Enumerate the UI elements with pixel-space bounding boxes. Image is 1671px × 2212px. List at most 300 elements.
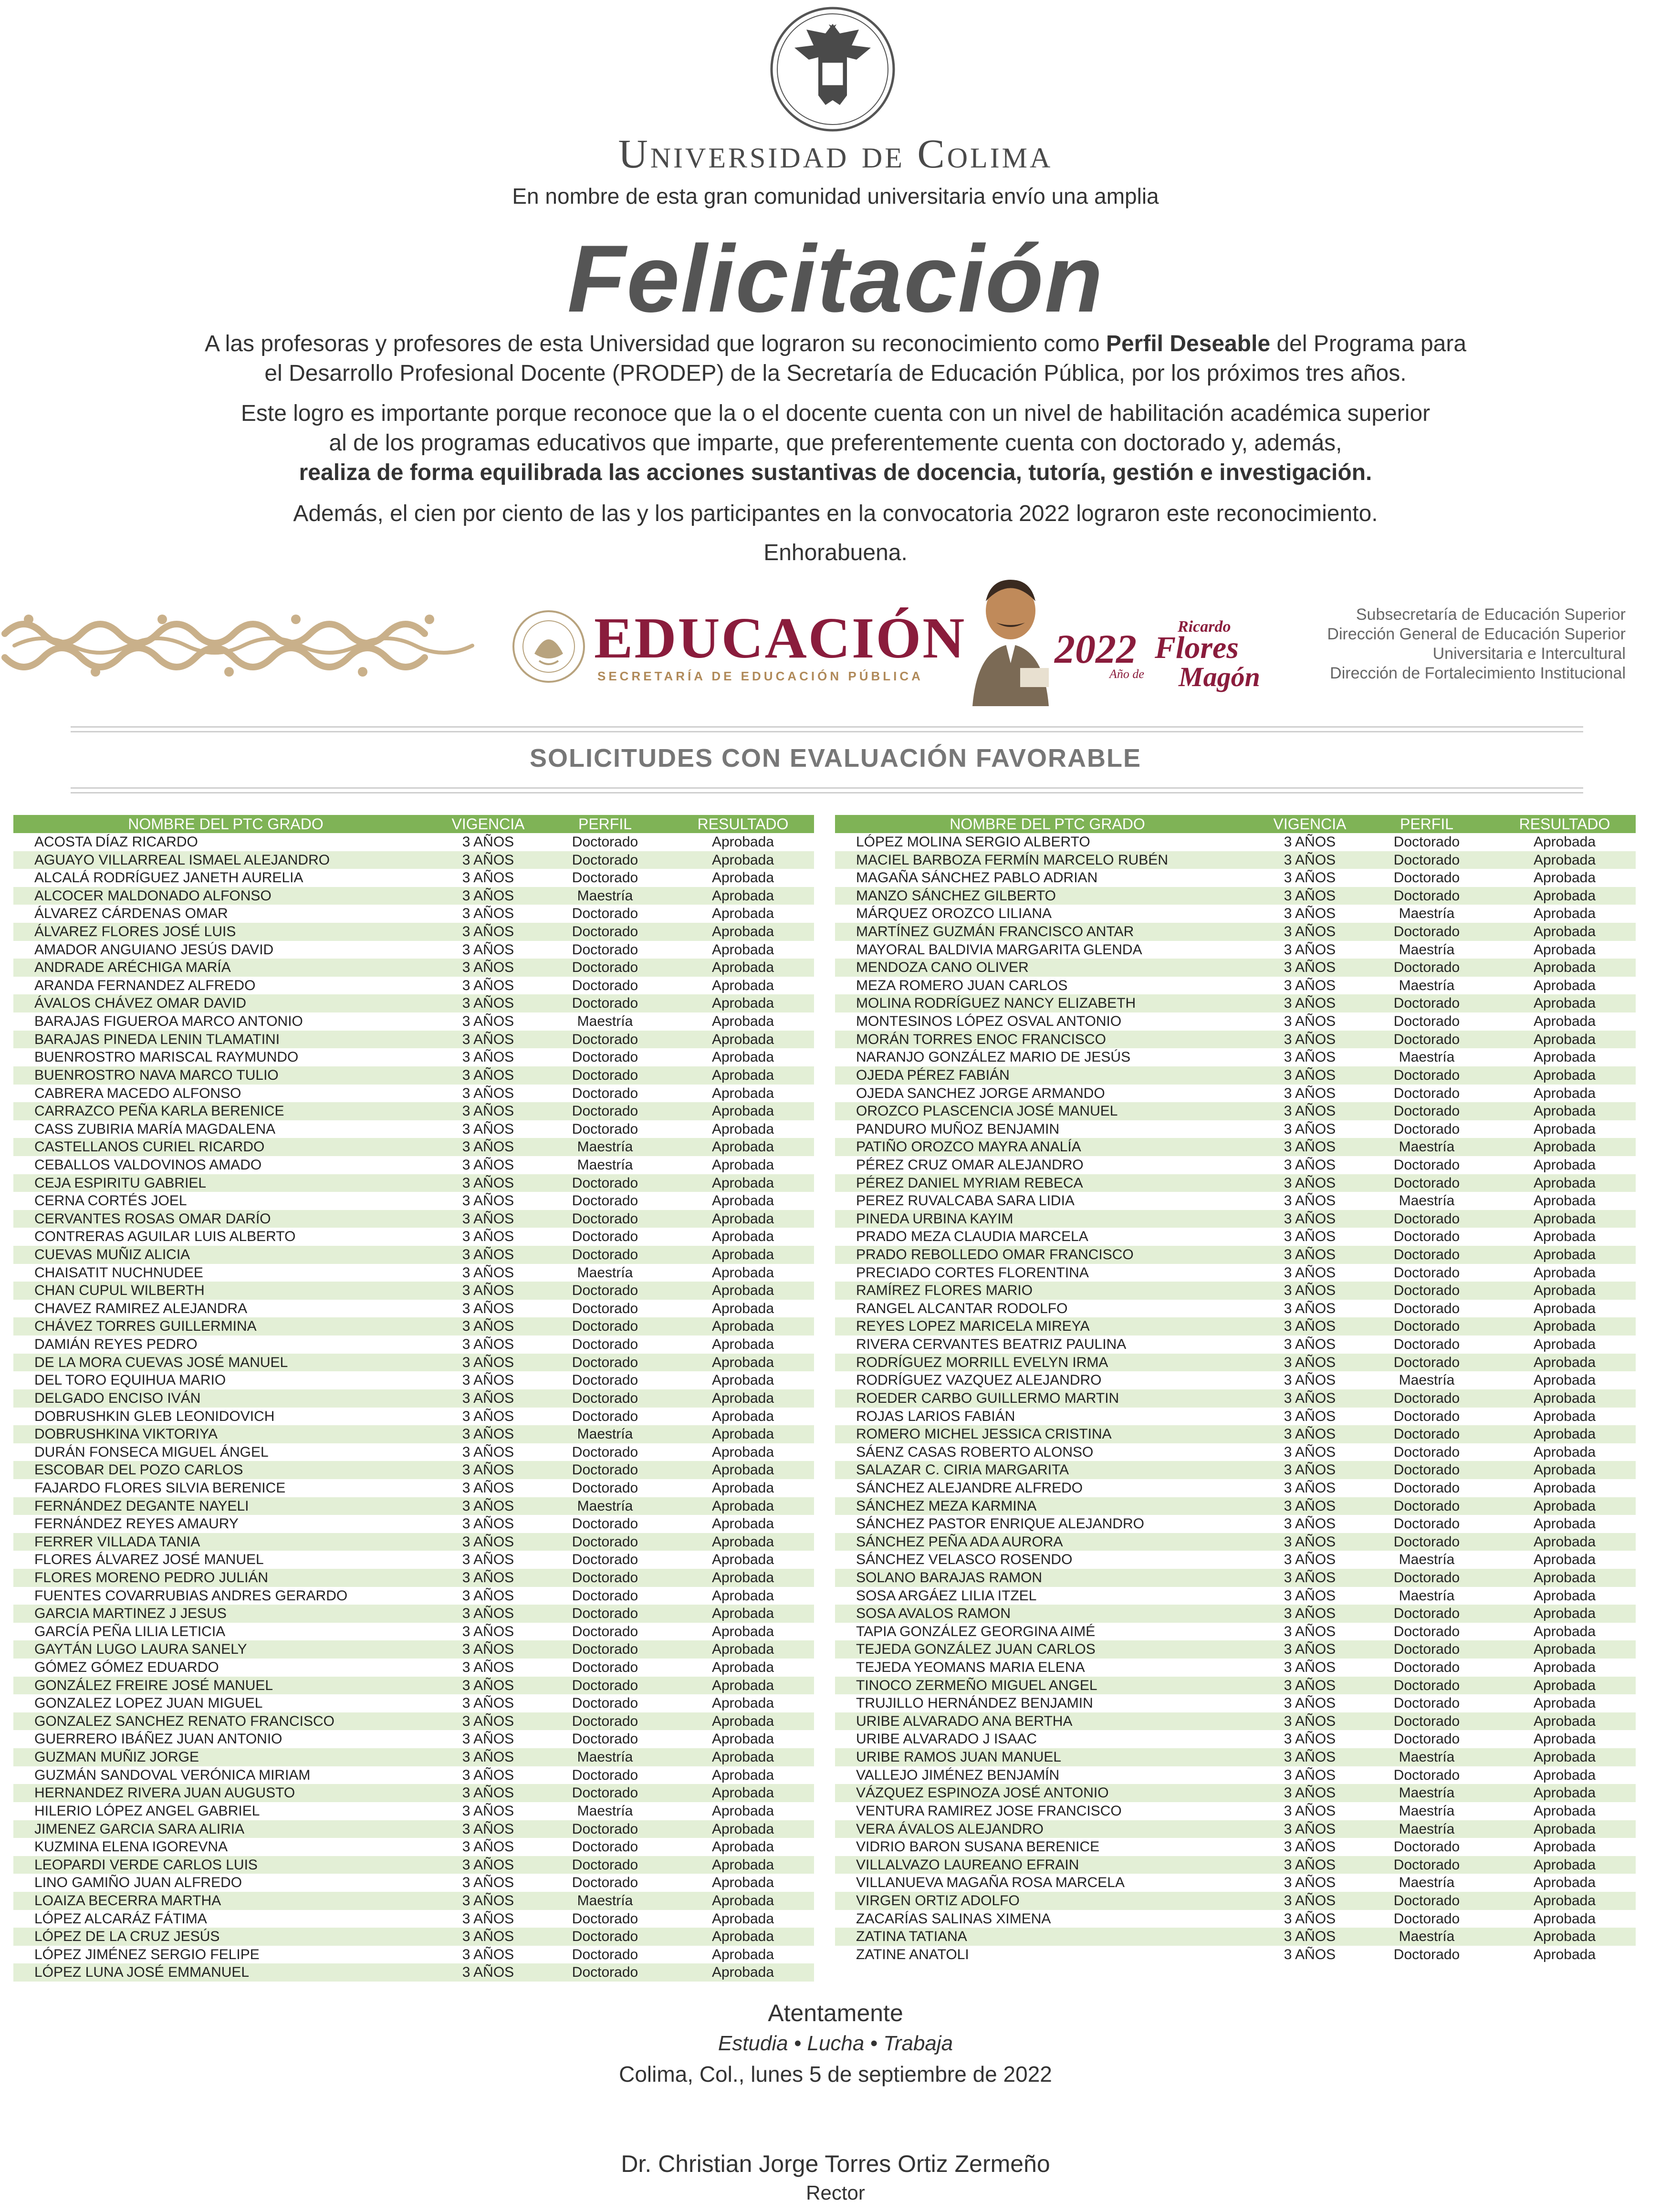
cell-name: LOAIZA BECERRA MARTHA: [34, 1892, 221, 1909]
cell-name: SÁNCHEZ PEÑA ADA AURORA: [856, 1534, 1063, 1550]
cell-perfil: Maestría: [1399, 1749, 1455, 1765]
cell-name: MANZO SÁNCHEZ GILBERTO: [856, 887, 1056, 904]
cell-name: ZACARÍAS SALINAS XIMENA: [856, 1910, 1051, 1927]
cell-perfil: Doctorado: [1393, 1283, 1460, 1299]
cell-resultado: Aprobada: [1533, 1552, 1596, 1568]
cell-perfil: Doctorado: [572, 1695, 638, 1711]
cell-vigencia: 3 AÑOS: [1284, 1731, 1336, 1747]
cell-perfil: Maestría: [577, 1749, 633, 1765]
table-row: [835, 1892, 1636, 1910]
table-row: [835, 1551, 1636, 1569]
cell-vigencia: 3 AÑOS: [1284, 1641, 1336, 1658]
cell-vigencia: 3 AÑOS: [462, 1085, 514, 1101]
table-row: [835, 1408, 1636, 1426]
table-row: [835, 1210, 1636, 1228]
cell-name: ÁVALOS CHÁVEZ OMAR DAVID: [34, 995, 246, 1012]
cell-vigencia: 3 AÑOS: [1284, 1013, 1336, 1030]
table-row: [835, 1085, 1636, 1103]
cell-perfil: Doctorado: [572, 1785, 638, 1801]
cell-vigencia: 3 AÑOS: [1284, 1569, 1336, 1586]
cell-perfil: Maestría: [1399, 1139, 1455, 1155]
cell-resultado: Aprobada: [711, 1929, 774, 1945]
table-row: [835, 1946, 1636, 1964]
paragraph-3: Además, el cien por ciento de las y los participantes en la convocatoria 2022 lograron este reconocimiento.: [293, 501, 1378, 526]
cell-resultado: Aprobada: [1533, 1085, 1596, 1101]
cell-perfil: Maestría: [1399, 1372, 1455, 1388]
table-row: [835, 1730, 1636, 1748]
cell-name: TAPIA GONZÁLEZ GEORGINA AIMÉ: [856, 1623, 1096, 1639]
table-row: [835, 1515, 1636, 1533]
cell-perfil: Maestría: [1399, 1552, 1455, 1568]
table-row: [13, 1712, 814, 1731]
cell-resultado: Aprobada: [711, 870, 774, 886]
cell-vigencia: 3 AÑOS: [462, 924, 514, 940]
cell-resultado: Aprobada: [711, 1713, 774, 1729]
paragraph-2: [0, 399, 1671, 488]
cell-vigencia: 3 AÑOS: [1284, 1210, 1336, 1227]
cell-vigencia: 3 AÑOS: [462, 1875, 514, 1891]
cell-perfil: Doctorado: [572, 995, 638, 1012]
cell-perfil: Doctorado: [1393, 1534, 1460, 1550]
cell-perfil: Doctorado: [572, 1067, 638, 1083]
cell-perfil: Doctorado: [1393, 1641, 1460, 1658]
cell-perfil: Doctorado: [572, 1964, 638, 1981]
table-row: [835, 1533, 1636, 1551]
cell-name: CASTELLANOS CURIEL RICARDO: [34, 1139, 265, 1155]
cell-name: SÁNCHEZ ALEJANDRE ALFREDO: [856, 1480, 1083, 1496]
table-row: [13, 1605, 814, 1623]
cell-name: CHAN CUPUL WILBERTH: [34, 1283, 205, 1299]
cell-vigencia: 3 AÑOS: [462, 1749, 514, 1765]
header-resultado: RESULTADO: [697, 815, 789, 833]
table-row: [13, 1408, 814, 1426]
ricardo-text: Ricardo: [1178, 618, 1231, 636]
cell-resultado: Aprobada: [1533, 1354, 1596, 1370]
cell-vigencia: 3 AÑOS: [462, 1606, 514, 1622]
table-row: [13, 1210, 814, 1228]
cell-name: VENTURA RAMIREZ JOSE FRANCISCO: [856, 1803, 1122, 1819]
cell-resultado: Aprobada: [711, 1534, 774, 1550]
cell-perfil: Doctorado: [1393, 1498, 1460, 1514]
table-row: [13, 1677, 814, 1695]
cell-vigencia: 3 AÑOS: [1284, 1283, 1336, 1299]
cell-resultado: Aprobada: [1533, 1139, 1596, 1155]
cell-perfil: Doctorado: [572, 1336, 638, 1353]
table-row: [835, 1497, 1636, 1515]
cell-name: CERNA CORTÉS JOEL: [34, 1193, 187, 1209]
closing: Atentamente: [768, 2000, 903, 2026]
cell-vigencia: 3 AÑOS: [1284, 1498, 1336, 1514]
cell-perfil: Doctorado: [1393, 1569, 1460, 1586]
cell-resultado: Aprobada: [1533, 1157, 1596, 1173]
cell-resultado: Aprobada: [711, 960, 774, 976]
cell-perfil: Doctorado: [572, 1929, 638, 1945]
subsec-line: Subsecretaría de Educación Superior: [1356, 605, 1626, 624]
table-row: [835, 1066, 1636, 1085]
cell-perfil: Doctorado: [1393, 1300, 1460, 1316]
p2-line3: realiza de forma equilibrada las acciones sustantivas de docencia, tutoría, gestión e investigación.: [299, 460, 1372, 485]
cell-perfil: Doctorado: [1393, 1444, 1460, 1460]
cell-resultado: Aprobada: [711, 1318, 774, 1335]
cell-resultado: Aprobada: [1533, 834, 1596, 850]
cell-name: HERNANDEZ RIVERA JUAN AUGUSTO: [34, 1785, 295, 1801]
cell-resultado: Aprobada: [1533, 1516, 1596, 1532]
cell-vigencia: 3 AÑOS: [1284, 1426, 1336, 1442]
cell-resultado: Aprobada: [1533, 1569, 1596, 1586]
cell-name: LÓPEZ DE LA CRUZ JESÚS: [34, 1929, 220, 1945]
cell-perfil: Doctorado: [572, 906, 638, 922]
cell-vigencia: 3 AÑOS: [1284, 1677, 1336, 1693]
cell-perfil: Doctorado: [1393, 1767, 1460, 1783]
cell-vigencia: 3 AÑOS: [1284, 1462, 1336, 1478]
cell-perfil: Doctorado: [572, 1049, 638, 1065]
mexico-emblem-logo: [511, 608, 587, 685]
cell-name: CHAISATIT NUCHNUDEE: [34, 1264, 203, 1281]
cell-perfil: Doctorado: [572, 1085, 638, 1101]
cell-resultado: Aprobada: [711, 834, 774, 850]
cell-perfil: Doctorado: [1393, 995, 1460, 1012]
cell-perfil: Doctorado: [1393, 1426, 1460, 1442]
cell-resultado: Aprobada: [711, 1264, 774, 1281]
cell-perfil: Doctorado: [1393, 1085, 1460, 1101]
cell-name: ROMERO MICHEL JESSICA CRISTINA: [856, 1426, 1112, 1442]
year-2022: 2022: [1055, 626, 1137, 672]
cell-name: SOLANO BARAJAS RAMON: [856, 1569, 1043, 1586]
cell-name: RODRÍGUEZ VAZQUEZ ALEJANDRO: [856, 1372, 1102, 1388]
cell-perfil: Doctorado: [1393, 1067, 1460, 1083]
cell-resultado: Aprobada: [711, 941, 774, 958]
cell-vigencia: 3 AÑOS: [462, 1372, 514, 1388]
cell-name: MORÁN TORRES ENOC FRANCISCO: [856, 1031, 1106, 1047]
cell-vigencia: 3 AÑOS: [462, 1300, 514, 1316]
cell-resultado: Aprobada: [1533, 1210, 1596, 1227]
cell-perfil: Maestría: [577, 1892, 633, 1909]
cell-resultado: Aprobada: [1533, 1767, 1596, 1783]
cell-resultado: Aprobada: [1533, 1498, 1596, 1514]
cell-resultado: Aprobada: [711, 1462, 774, 1478]
cell-resultado: Aprobada: [711, 1516, 774, 1532]
cell-perfil: Doctorado: [572, 1247, 638, 1263]
cell-resultado: Aprobada: [1533, 1713, 1596, 1729]
cell-vigencia: 3 AÑOS: [1284, 887, 1336, 904]
table-row: [13, 977, 814, 995]
cell-vigencia: 3 AÑOS: [1284, 1910, 1336, 1927]
table-row: [13, 1174, 814, 1192]
cell-name: ARANDA FERNANDEZ ALFREDO: [34, 977, 256, 993]
cell-perfil: Doctorado: [1393, 1031, 1460, 1047]
table-row: [13, 1569, 814, 1587]
cell-resultado: Aprobada: [711, 1157, 774, 1173]
cell-resultado: Aprobada: [711, 1964, 774, 1981]
cell-resultado: Aprobada: [711, 977, 774, 993]
cell-vigencia: 3 AÑOS: [1284, 1767, 1336, 1783]
cell-resultado: Aprobada: [1533, 1821, 1596, 1837]
table-row: [13, 1425, 814, 1443]
cell-name: MACIEL BARBOZA FERMÍN MARCELO RUBÉN: [856, 852, 1168, 868]
divider: [71, 792, 1583, 793]
cell-vigencia: 3 AÑOS: [462, 1408, 514, 1424]
cell-name: URIBE ALVARADO ANA BERTHA: [856, 1713, 1073, 1729]
cell-vigencia: 3 AÑOS: [462, 1731, 514, 1747]
cell-name: PÉREZ CRUZ OMAR ALEJANDRO: [856, 1157, 1084, 1173]
cell-resultado: Aprobada: [711, 924, 774, 940]
cell-resultado: Aprobada: [711, 1067, 774, 1083]
table-row: [835, 1031, 1636, 1049]
cell-vigencia: 3 AÑOS: [1284, 1623, 1336, 1639]
cell-name: VÁZQUEZ ESPINOZA JOSÉ ANTONIO: [856, 1785, 1109, 1801]
cell-name: TRUJILLO HERNÁNDEZ BENJAMIN: [856, 1695, 1093, 1711]
cell-perfil: Doctorado: [1393, 1264, 1460, 1281]
cell-resultado: Aprobada: [711, 1623, 774, 1639]
table-row: [835, 1640, 1636, 1659]
cell-perfil: Doctorado: [1393, 1318, 1460, 1335]
table-row: [835, 1856, 1636, 1874]
cell-resultado: Aprobada: [1533, 1587, 1596, 1604]
table-row: [13, 1371, 814, 1389]
cell-vigencia: 3 AÑOS: [1284, 1587, 1336, 1604]
cell-name: ÁLVAREZ FLORES JOSÉ LUIS: [34, 924, 236, 940]
cell-vigencia: 3 AÑOS: [462, 1677, 514, 1693]
table-row: [13, 1317, 814, 1336]
cell-name: ROJAS LARIOS FABIÁN: [856, 1408, 1015, 1424]
cell-vigencia: 3 AÑOS: [1284, 1749, 1336, 1765]
cell-perfil: Doctorado: [1393, 1731, 1460, 1747]
table-row: [13, 1066, 814, 1085]
table-row: [835, 1569, 1636, 1587]
cell-perfil: Doctorado: [572, 1390, 638, 1406]
table-row: [13, 1946, 814, 1964]
cell-name: BARAJAS PINEDA LENIN TLAMATINI: [34, 1031, 280, 1047]
cell-name: KUZMINA ELENA IGOREVNA: [34, 1839, 228, 1855]
table-row: [835, 1282, 1636, 1300]
cell-resultado: Aprobada: [1533, 1785, 1596, 1801]
cell-perfil: Maestría: [1399, 906, 1455, 922]
cell-perfil: Doctorado: [572, 1839, 638, 1855]
cell-name: ÁLVAREZ CÁRDENAS OMAR: [34, 906, 228, 922]
cell-vigencia: 3 AÑOS: [1284, 1103, 1336, 1119]
year-label: Año de: [1109, 667, 1144, 681]
cell-resultado: Aprobada: [1533, 1839, 1596, 1855]
cell-name: ZATINE ANATOLI: [856, 1946, 969, 1962]
cell-name: FAJARDO FLORES SILVIA BERENICE: [34, 1480, 286, 1496]
cell-vigencia: 3 AÑOS: [462, 1210, 514, 1227]
cell-name: ESCOBAR DEL POZO CARLOS: [34, 1462, 243, 1478]
cell-name: PEREZ RUVALCABA SARA LIDIA: [856, 1193, 1075, 1209]
cell-perfil: Doctorado: [572, 1875, 638, 1891]
cell-name: LÓPEZ ALCARÁZ FÁTIMA: [34, 1910, 207, 1927]
cell-vigencia: 3 AÑOS: [462, 1390, 514, 1406]
table-row: [13, 1461, 814, 1479]
cell-vigencia: 3 AÑOS: [462, 977, 514, 993]
cell-perfil: Doctorado: [1393, 1229, 1460, 1245]
cell-resultado: Aprobada: [711, 1606, 774, 1622]
table-row: [835, 1694, 1636, 1712]
cell-perfil: Doctorado: [572, 1300, 638, 1316]
table-row: [13, 1694, 814, 1712]
cell-name: PANDURO MUÑOZ BENJAMIN: [856, 1121, 1060, 1137]
cell-name: FERRER VILLADA TANIA: [34, 1534, 200, 1550]
table-row: [13, 1389, 814, 1408]
cell-name: HILERIO LÓPEZ ANGEL GABRIEL: [34, 1803, 260, 1819]
cell-resultado: Aprobada: [1533, 1336, 1596, 1353]
table-row: [13, 1533, 814, 1551]
cell-perfil: Doctorado: [572, 960, 638, 976]
cell-resultado: Aprobada: [711, 1659, 774, 1676]
table-row: [13, 1282, 814, 1300]
cell-name: JIMENEZ GARCIA SARA ALIRIA: [34, 1821, 245, 1837]
header-vigencia: VIGENCIA: [451, 815, 525, 833]
table-row: [13, 1246, 814, 1264]
cell-perfil: Doctorado: [572, 1444, 638, 1460]
table-row: [835, 1838, 1636, 1856]
table-row: [13, 1874, 814, 1892]
cell-name: FERNÁNDEZ DEGANTE NAYELI: [34, 1498, 249, 1514]
table-row: [13, 1892, 814, 1910]
table-row: [835, 851, 1636, 869]
cell-resultado: Aprobada: [711, 1336, 774, 1353]
table-row: [13, 1928, 814, 1946]
cell-vigencia: 3 AÑOS: [462, 852, 514, 868]
cell-vigencia: 3 AÑOS: [1284, 1193, 1336, 1209]
cell-vigencia: 3 AÑOS: [462, 1049, 514, 1065]
cell-vigencia: 3 AÑOS: [1284, 1839, 1336, 1855]
subsecretaria-block: [1327, 605, 1626, 683]
cell-perfil: Doctorado: [572, 1606, 638, 1622]
cell-vigencia: 3 AÑOS: [1284, 1552, 1336, 1568]
cell-resultado: Aprobada: [711, 1175, 774, 1191]
cell-vigencia: 3 AÑOS: [1284, 1390, 1336, 1406]
cell-name: SOSA AVALOS RAMON: [856, 1606, 1011, 1622]
cell-resultado: Aprobada: [1533, 1229, 1596, 1245]
table-row: [13, 1085, 814, 1103]
cell-resultado: Aprobada: [711, 1300, 774, 1316]
magon-text: Magón: [1179, 661, 1260, 692]
divider: [71, 731, 1583, 732]
cell-resultado: Aprobada: [1533, 870, 1596, 886]
cell-resultado: Aprobada: [1533, 1049, 1596, 1065]
cell-resultado: Aprobada: [1533, 941, 1596, 958]
cell-name: CEBALLOS VALDOVINOS AMADO: [34, 1157, 262, 1173]
cell-resultado: Aprobada: [1533, 1803, 1596, 1819]
cell-name: FERNÁNDEZ REYES AMAURY: [34, 1516, 239, 1532]
cell-perfil: Maestría: [1399, 1193, 1455, 1209]
table-row: [13, 1120, 814, 1138]
cell-vigencia: 3 AÑOS: [462, 1229, 514, 1245]
cell-perfil: Doctorado: [1393, 1623, 1460, 1639]
cell-name: ANDRADE ARÉCHIGA MARÍA: [34, 960, 231, 976]
cell-resultado: Aprobada: [711, 1210, 774, 1227]
table-row: [835, 1802, 1636, 1820]
cell-name: GUZMAN MUÑIZ JORGE: [34, 1749, 199, 1765]
cell-name: MAYORAL BALDIVIA MARGARITA GLENDA: [856, 941, 1142, 958]
cell-vigencia: 3 AÑOS: [1284, 906, 1336, 922]
cell-name: ALCALÁ RODRÍGUEZ JANETH AURELIA: [34, 870, 303, 886]
cell-vigencia: 3 AÑOS: [1284, 995, 1336, 1012]
cell-perfil: Maestría: [1399, 1821, 1455, 1837]
cell-resultado: Aprobada: [1533, 1175, 1596, 1191]
cell-resultado: Aprobada: [711, 1803, 774, 1819]
table-row: [13, 1856, 814, 1874]
cell-vigencia: 3 AÑOS: [462, 1121, 514, 1137]
cell-perfil: Doctorado: [572, 1103, 638, 1119]
cell-vigencia: 3 AÑOS: [1284, 1067, 1336, 1083]
university-name: Universidad de Colima: [618, 131, 1053, 177]
cell-name: SALAZAR C. CIRIA MARGARITA: [856, 1462, 1069, 1478]
table-row: [13, 1515, 814, 1533]
cell-vigencia: 3 AÑOS: [462, 1910, 514, 1927]
educacion-logo-subtitle: SECRETARÍA DE EDUCACIÓN PÚBLICA: [597, 669, 923, 683]
cell-vigencia: 3 AÑOS: [1284, 1534, 1336, 1550]
subsec-line: Universitaria e Intercultural: [1432, 645, 1626, 663]
cell-vigencia: 3 AÑOS: [462, 1767, 514, 1783]
p2-line1: Este logro es importante porque reconoce que la o el docente cuenta con un nivel de habilitación académica superior: [240, 401, 1431, 426]
intro-line: En nombre de esta gran comunidad universitaria envío una amplia: [512, 184, 1159, 209]
cell-vigencia: 3 AÑOS: [462, 1480, 514, 1496]
cell-vigencia: 3 AÑOS: [462, 1157, 514, 1173]
cell-perfil: Maestría: [1399, 1049, 1455, 1065]
cell-perfil: Doctorado: [572, 924, 638, 940]
cell-perfil: Doctorado: [572, 1946, 638, 1962]
cell-name: DOBRUSHKINA VIKTORIYA: [34, 1426, 218, 1442]
cell-perfil: Doctorado: [572, 870, 638, 886]
cell-resultado: Aprobada: [1533, 1103, 1596, 1119]
cell-name: GONZALEZ LOPEZ JUAN MIGUEL: [34, 1695, 263, 1711]
cell-perfil: Doctorado: [572, 1480, 638, 1496]
cell-resultado: Aprobada: [711, 1731, 774, 1747]
cell-perfil: Doctorado: [572, 1210, 638, 1227]
cell-vigencia: 3 AÑOS: [462, 1587, 514, 1604]
cell-vigencia: 3 AÑOS: [1284, 1157, 1336, 1173]
cell-resultado: Aprobada: [1533, 1641, 1596, 1658]
table-body: [835, 833, 1636, 1963]
cell-perfil: Doctorado: [572, 1354, 638, 1370]
cell-perfil: Doctorado: [572, 1910, 638, 1927]
table-row: [835, 1461, 1636, 1479]
cell-perfil: Doctorado: [572, 1821, 638, 1837]
header-name: NOMBRE DEL PTC GRADO: [950, 815, 1145, 833]
cell-vigencia: 3 AÑOS: [462, 1426, 514, 1442]
cell-vigencia: 3 AÑOS: [1284, 1229, 1336, 1245]
paragraph-4: Enhorabuena.: [763, 540, 908, 565]
cell-resultado: Aprobada: [1533, 1426, 1596, 1442]
cell-name: BUENROSTRO NAVA MARCO TULIO: [34, 1067, 279, 1083]
cell-name: OJEDA SANCHEZ JORGE ARMANDO: [856, 1085, 1105, 1101]
cell-resultado: Aprobada: [1533, 1031, 1596, 1047]
table-row: [835, 959, 1636, 977]
table-row: [13, 1012, 814, 1031]
cell-resultado: Aprobada: [711, 1785, 774, 1801]
cell-perfil: Doctorado: [572, 1372, 638, 1388]
cell-name: ACOSTA DÍAZ RICARDO: [34, 834, 198, 850]
cell-vigencia: 3 AÑOS: [462, 1283, 514, 1299]
cell-vigencia: 3 AÑOS: [462, 1946, 514, 1962]
table-row: [13, 1102, 814, 1120]
cell-vigencia: 3 AÑOS: [462, 1318, 514, 1335]
p1-bold: Perfil Deseable: [1106, 331, 1271, 356]
cell-perfil: Doctorado: [572, 1516, 638, 1532]
cell-resultado: Aprobada: [1533, 1318, 1596, 1335]
cell-resultado: Aprobada: [711, 1229, 774, 1245]
cell-vigencia: 3 AÑOS: [1284, 1516, 1336, 1532]
table-row: [13, 1551, 814, 1569]
cell-vigencia: 3 AÑOS: [462, 1444, 514, 1460]
cell-resultado: Aprobada: [1533, 906, 1596, 922]
cell-resultado: Aprobada: [711, 1569, 774, 1586]
table-row: [13, 1156, 814, 1174]
cell-resultado: Aprobada: [1533, 960, 1596, 976]
table-row: [13, 1766, 814, 1784]
cell-vigencia: 3 AÑOS: [1284, 1049, 1336, 1065]
